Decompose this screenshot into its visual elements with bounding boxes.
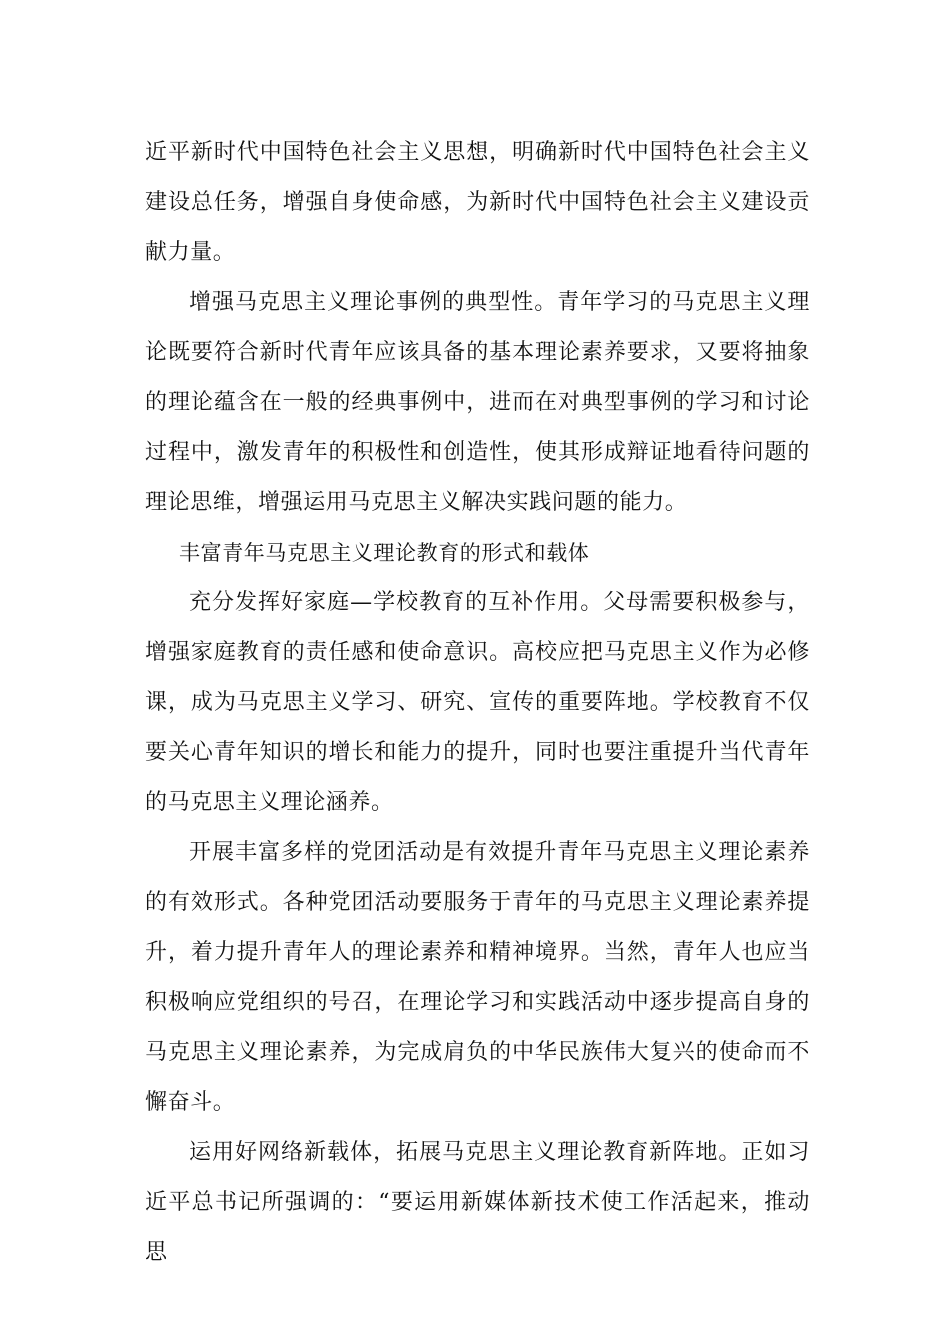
document-body — [145, 128, 810, 1278]
paragraph-typical-examples: 增强马克思主义理论事例的典型性。青年学习的马克思主义理论既要符合新时代青年应该具备的基本理论素养要求，又要将抽象的理论蕴含在一般的经典事例中，进而在对典型事例的学习和讨论过程中，激发青年的积极性和创造性，使其形成辩证地看待问题的理论思维，增强运用马克思主义解决实践问题的能力。 — [145, 290, 810, 515]
paragraph-party-activities: 开展丰富多样的党团活动是有效提升青年马克思主义理论素养的有效形式。各种党团活动要服务于青年的马克思主义理论素养提升，着力提升青年人的理论素养和精神境界。当然，青年人也应当积极响应党组织的号召，在理论学习和实践活动中逐步提高自身的马克思主义理论素养，为完成肩负的中华民族伟大复兴的使命而不懈奋斗。 — [145, 840, 810, 1115]
paragraph-family-school: 充分发挥好家庭—学校教育的互补作用。父母需要积极参与，增强家庭教育的责任感和使命意识。高校应把马克思主义作为必修课，成为马克思主义学习、研究、宣传的重要阵地。学校教育不仅要关心青年知识的增长和能力的提升，同时也要注重提升当代青年的马克思主义理论涵养。 — [145, 590, 810, 815]
section-heading: 丰富青年马克思主义理论教育的形式和载体 — [179, 541, 590, 565]
paragraph-network-carrier: 运用好网络新载体，拓展马克思主义理论教育新阵地。正如习近平总书记所强调的：“要运用新媒体新技术使工作活起来，推动思 — [145, 1140, 810, 1265]
paragraph-continuation: 近平新时代中国特色社会主义思想，明确新时代中国特色社会主义建设总任务，增强自身使命感，为新时代中国特色社会主义建设贡献力量。 — [145, 140, 810, 265]
